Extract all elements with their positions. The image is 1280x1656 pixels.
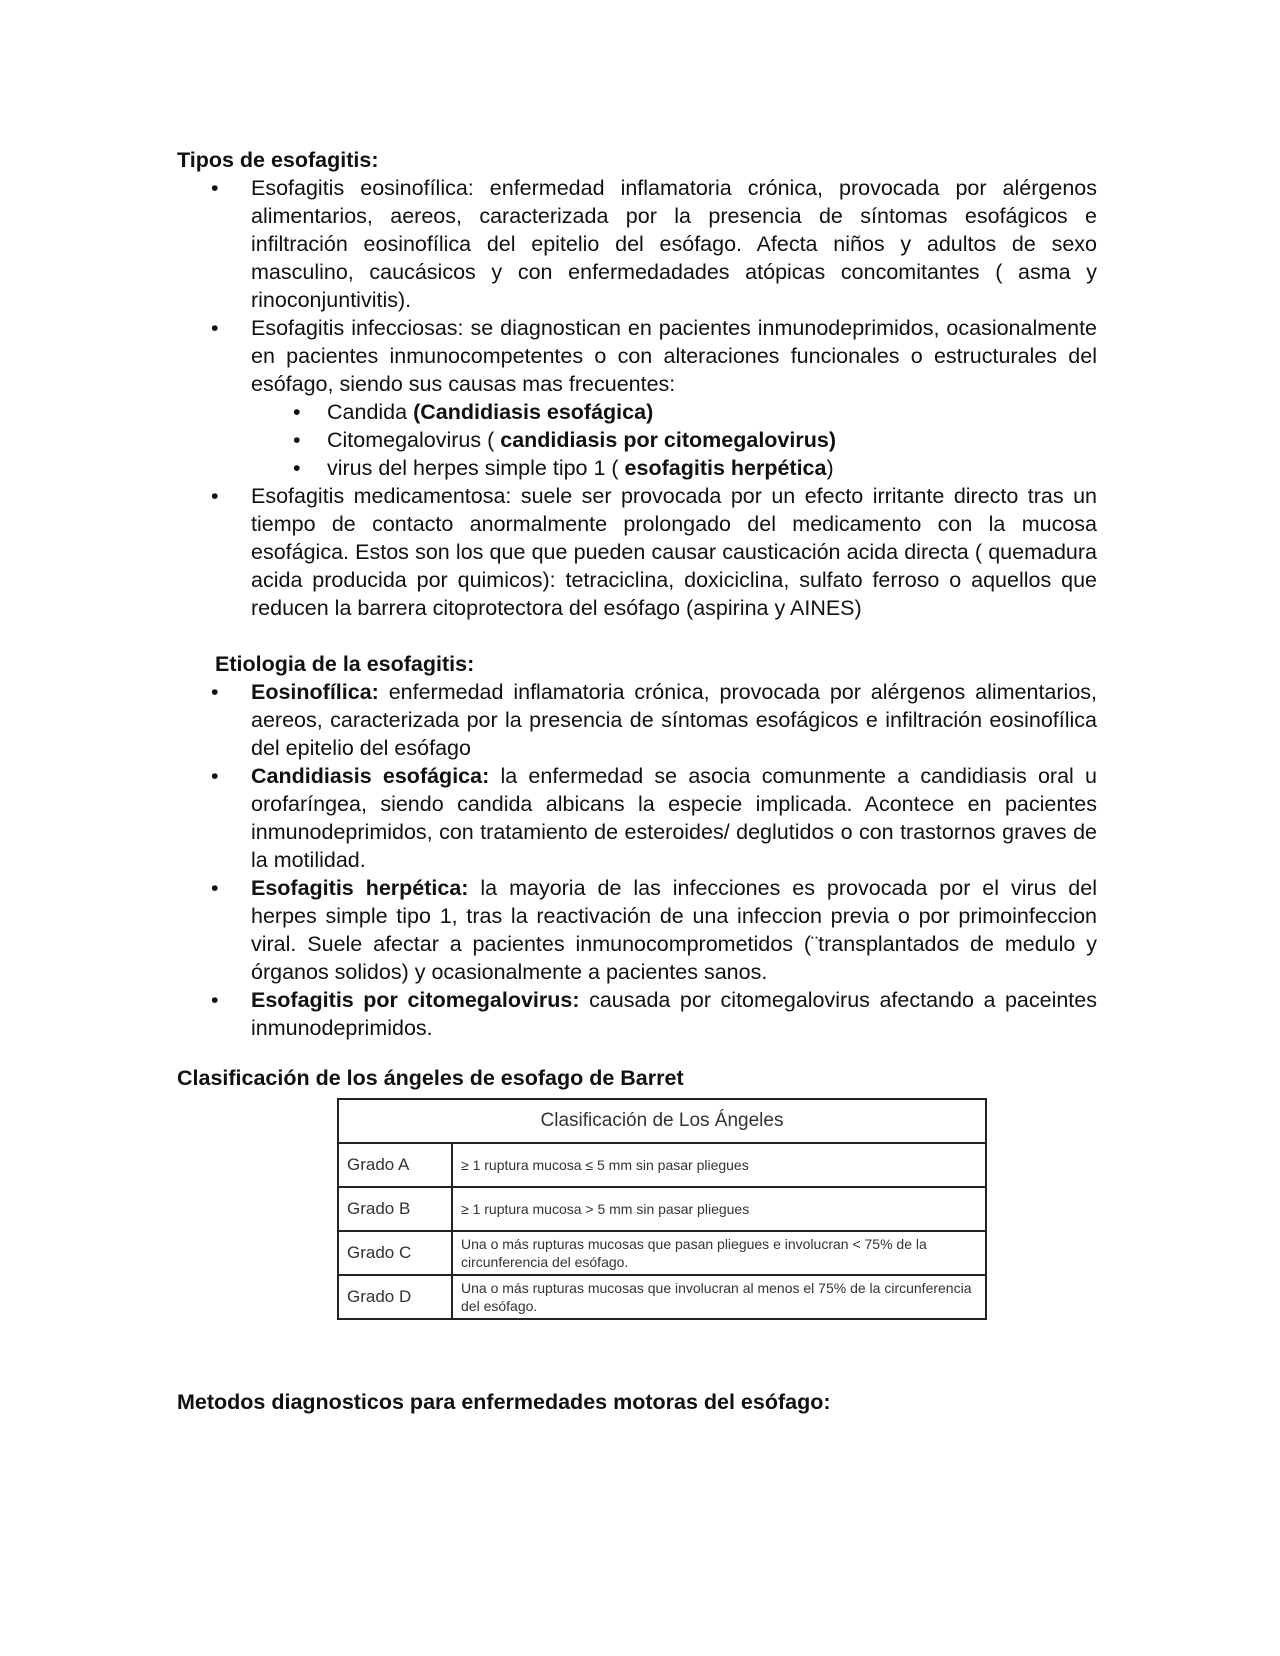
list-item bbox=[177, 874, 1097, 986]
cause-bold: esofagitis herpética bbox=[624, 456, 827, 480]
item-term: Esofagitis por citomegalovirus: bbox=[251, 988, 580, 1012]
cause-tail: ) bbox=[826, 456, 834, 480]
etiologia-list bbox=[177, 678, 1097, 1042]
section-heading-etiologia: Etiologia de la esofagitis: bbox=[215, 652, 475, 676]
list-item bbox=[177, 454, 1097, 482]
cause-bold: (Candidiasis esofágica) bbox=[413, 400, 654, 424]
item-text: la mayoria de las infecciones es provocada por el virus del herpes simple tipo 1, tras la reactivación de una infeccion previa o por primoinfeccion viral. Suele afectar a pacientes inmunocomprometidos (¨transplantados de medulo y órganos solidos) y ocasionalmente a pacientes sanos. bbox=[251, 876, 1097, 984]
item-term: Eosinofílica: bbox=[251, 680, 379, 704]
list-item bbox=[177, 426, 1097, 454]
item-term: Esofagitis herpética: bbox=[251, 876, 469, 900]
item-text: enfermedad inflamatoria crónica, provocada por alérgenos alimentarios, aereos, caracterizada por la presencia de síntomas esofágicos e infiltración eosinofílica del epitelio del esófago bbox=[251, 680, 1097, 760]
table-header: Clasificación de Los Ángeles bbox=[338, 1099, 986, 1143]
desc-cell: ≥ 1 ruptura mucosa ≤ 5 mm sin pasar pliegues bbox=[452, 1143, 986, 1187]
list-item: • Esofagitis medicamentosa: suele ser provocada por un efecto irritante directo tras un tiempo de contacto anormalmente prolongado del medicamento con la mucosa esofágica. Estos son los que que pueden causar causticación acida directa ( quemadura acida producida por quimicos): tetraciclina, doxiciclina, sulfato ferroso o aquellos que reducen la barrera citoprotectora del esófago (aspirina y AINES) bbox=[177, 482, 1097, 622]
list-item bbox=[177, 762, 1097, 874]
cause-bold: candidiasis por citomegalovirus) bbox=[500, 428, 836, 452]
cause-text: Candida bbox=[327, 400, 414, 424]
tipos-list bbox=[177, 174, 1097, 622]
list-item: • Esofagitis eosinofílica: enfermedad inflamatoria crónica, provocada por alérgenos alimentarios, aereos, caracterizada por la presencia de síntomas esofágicos e infiltración eosinofílica del epitelio del esófago. Afecta niños y adultos de sexo masculino, caucásicos y con enfermedadades atópicas concomitantes ( asma y rinoconjuntivitis). bbox=[177, 174, 1097, 314]
list-item bbox=[177, 986, 1097, 1042]
cause-text: virus del herpes simple tipo 1 ( bbox=[327, 456, 625, 480]
document-page bbox=[177, 146, 1097, 1416]
grade-cell: Grado D bbox=[338, 1275, 452, 1319]
desc-cell: Una o más rupturas mucosas que pasan pliegues e involucran < 75% de la circunferencia del esófago. bbox=[452, 1231, 986, 1275]
grade-cell: Grado B bbox=[338, 1187, 452, 1231]
list-item bbox=[177, 314, 1097, 482]
desc-cell: Una o más rupturas mucosas que involucran al menos el 75% de la circunferencia del esófago. bbox=[452, 1275, 986, 1319]
causes-list bbox=[177, 398, 1097, 482]
grade-cell: Grado C bbox=[338, 1231, 452, 1275]
section-heading-metodos: Metodos diagnosticos para enfermedades motoras del esófago: bbox=[177, 1390, 831, 1414]
table-row bbox=[338, 1187, 986, 1231]
section-heading-clasificacion: Clasificación de los ángeles de esofago de Barret bbox=[177, 1066, 684, 1090]
item-text: la enfermedad se asocia comunmente a candidiasis oral u orofaríngea, siendo candida albicans la especie implicada. Acontece en pacientes inmunodeprimidos, con tratamiento de esteroides/ deglutidos o con trastornos graves de la motilidad. bbox=[251, 764, 1097, 872]
section-heading-tipos: Tipos de esofagitis: bbox=[177, 148, 379, 172]
item-text: causada por citomegalovirus afectando a paceintes inmunodeprimidos. bbox=[251, 988, 1097, 1040]
cause-text: Citomegalovirus ( bbox=[327, 428, 501, 452]
table-row bbox=[338, 1143, 986, 1187]
item-text: Esofagitis infecciosas: se diagnostican en pacientes inmunodeprimidos, ocasionalmente en pacientes inmunocompetentes o con alteraciones funcionales o estructurales del esófago, siendo sus causas mas frecuentes: bbox=[251, 316, 1097, 396]
list-item bbox=[177, 678, 1097, 762]
table-row bbox=[338, 1231, 986, 1275]
grade-cell: Grado A bbox=[338, 1143, 452, 1187]
list-item bbox=[177, 398, 1097, 426]
item-term: Candidiasis esofágica: bbox=[251, 764, 490, 788]
table-row bbox=[338, 1275, 986, 1319]
los-angeles-table bbox=[337, 1098, 987, 1320]
desc-cell: ≥ 1 ruptura mucosa > 5 mm sin pasar pliegues bbox=[452, 1187, 986, 1231]
